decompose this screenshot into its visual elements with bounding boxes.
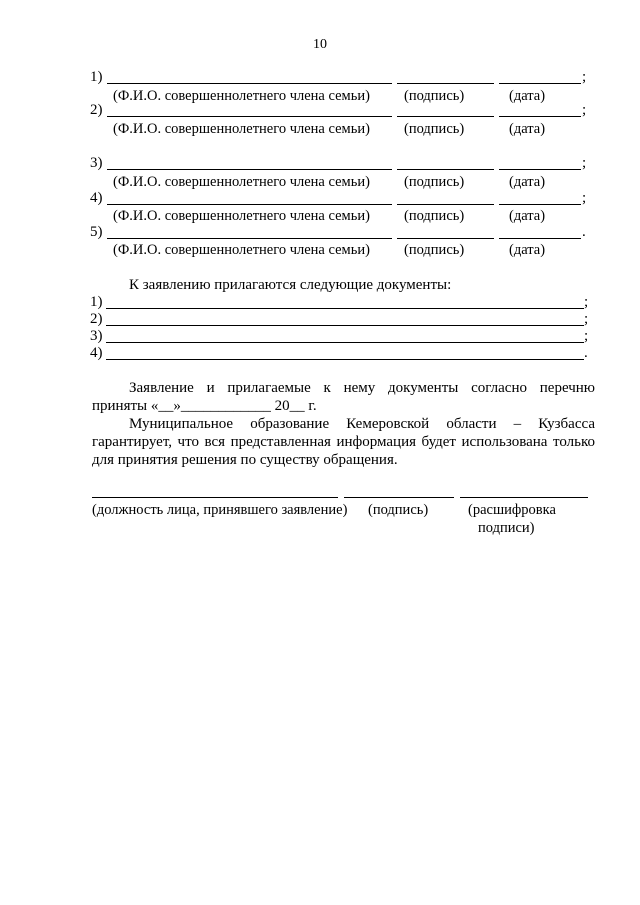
decode-caption-line-1: (расшифровка: [468, 502, 556, 518]
fio-caption: (Ф.И.О. совершеннолетнего члена семьи): [113, 88, 370, 104]
acceptance-line-2: приняты «__»____________ 20__ г.: [92, 398, 317, 414]
fio-line: [107, 83, 392, 84]
signature-line: [344, 497, 454, 498]
row-end-mark: ;: [584, 311, 589, 327]
row-number: 3): [90, 328, 103, 344]
fio-line: [107, 204, 392, 205]
row-number: 4): [90, 345, 103, 361]
attachment-line: [106, 342, 584, 343]
signature-line: [397, 83, 494, 84]
page-number: 10: [313, 37, 327, 52]
signature-caption: (подпись): [404, 242, 465, 258]
signature-line: [397, 116, 494, 117]
row-number: 4): [90, 190, 103, 206]
date-caption: (дата): [509, 121, 546, 137]
date-line: [499, 116, 581, 117]
guarantee-line-2: гарантирует, что вся представленная информация будет использована только: [92, 434, 595, 450]
date-caption: (дата): [509, 242, 546, 258]
signature-caption: (подпись): [404, 121, 465, 137]
row-end-mark: ;: [584, 294, 589, 310]
date-line: [499, 83, 581, 84]
row-number: 1): [90, 69, 103, 85]
row-end-mark: ;: [582, 155, 587, 171]
attachment-line: [106, 325, 584, 326]
guarantee-line-1: Муниципальное образование Кемеровской области – Кузбасса: [129, 416, 595, 432]
decode-caption-line-2: подписи): [478, 520, 535, 536]
row-end-mark: .: [582, 224, 586, 240]
date-line: [499, 238, 581, 239]
date-caption: (дата): [509, 208, 546, 224]
row-number: 1): [90, 294, 103, 310]
acceptance-line-1: Заявление и прилагаемые к нему документы согласно перечню: [129, 380, 595, 396]
attachment-line: [106, 359, 584, 360]
signature-caption: (подпись): [404, 208, 465, 224]
position-line: [92, 497, 338, 498]
fio-line: [107, 169, 392, 170]
fio-caption: (Ф.И.О. совершеннолетнего члена семьи): [113, 242, 370, 258]
attachment-line: [106, 308, 584, 309]
position-caption: (должность лица, принявшего заявление): [92, 502, 348, 518]
decode-line: [460, 497, 588, 498]
row-number: 2): [90, 311, 103, 327]
guarantee-line-3: для принятия решения по существу обращения.: [92, 452, 398, 468]
date-line: [499, 169, 581, 170]
fio-line: [107, 238, 392, 239]
row-end-mark: ;: [582, 102, 587, 118]
date-caption: (дата): [509, 174, 546, 190]
row-end-mark: .: [584, 345, 588, 361]
fio-caption: (Ф.И.О. совершеннолетнего члена семьи): [113, 208, 370, 224]
signature-line: [397, 169, 494, 170]
fio-caption: (Ф.И.О. совершеннолетнего члена семьи): [113, 121, 370, 137]
row-end-mark: ;: [584, 328, 589, 344]
row-end-mark: ;: [582, 190, 587, 206]
signature-caption: (подпись): [404, 88, 465, 104]
date-caption: (дата): [509, 88, 546, 104]
fio-line: [107, 116, 392, 117]
row-number: 5): [90, 224, 103, 240]
signature-line: [397, 238, 494, 239]
signature-caption: (подпись): [404, 174, 465, 190]
date-line: [499, 204, 581, 205]
signature-caption: (подпись): [368, 502, 429, 518]
signature-line: [397, 204, 494, 205]
row-end-mark: ;: [582, 69, 587, 85]
attachments-intro: К заявлению прилагаются следующие документы:: [129, 277, 452, 293]
row-number: 2): [90, 102, 103, 118]
fio-caption: (Ф.И.О. совершеннолетнего члена семьи): [113, 174, 370, 190]
row-number: 3): [90, 155, 103, 171]
